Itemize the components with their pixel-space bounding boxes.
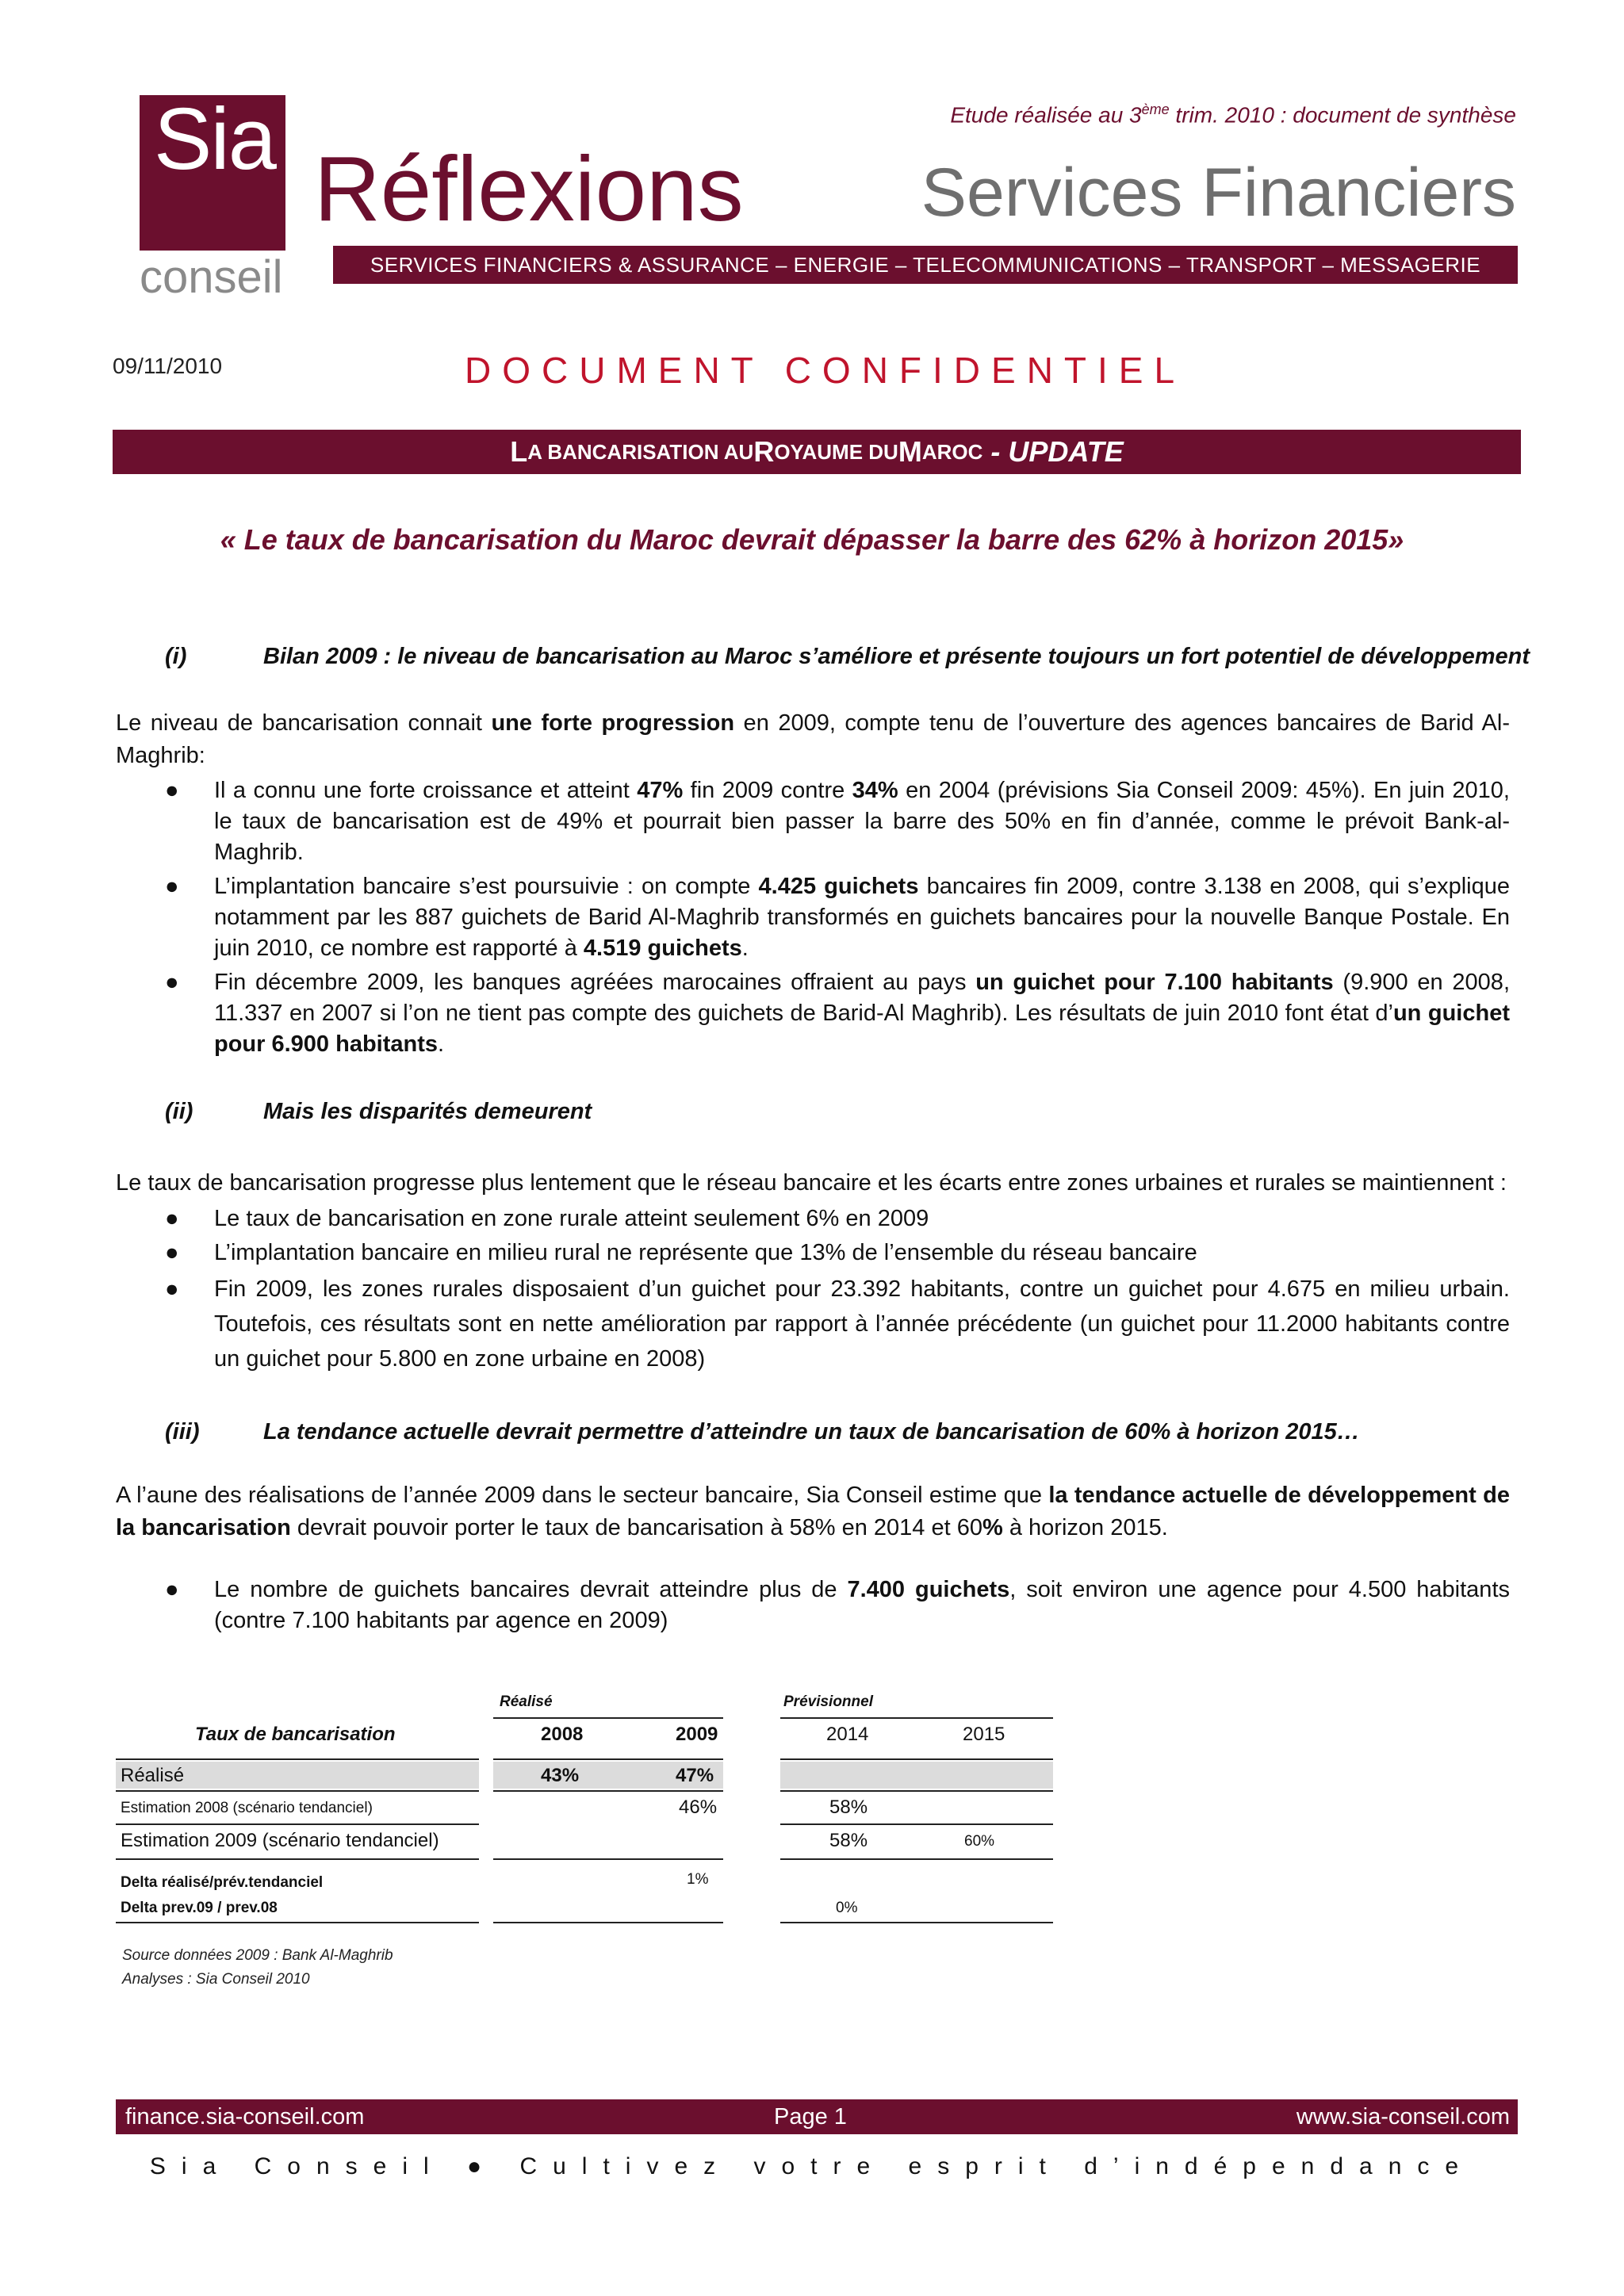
sia-conseil-logo [140,90,289,303]
est2009-2015: 60% [964,1833,995,1850]
est2009-2014: 58% [829,1830,868,1851]
bullet-icon: ● [165,970,179,995]
study-note [950,101,1516,128]
est2008-row-label: Estimation 2008 (scénario tendanciel) [121,1800,373,1816]
services-financiers-title: Services Financiers [921,155,1516,231]
rule [493,1717,723,1719]
s2-b1: Le taux de bancarisation en zone rurale atteint seulement 6% en 2009 [214,1206,929,1231]
list-item [116,1238,1510,1269]
rule [780,1758,1053,1760]
section-2-intro: Le taux de bancarisation progresse plus lentement que le réseau bancaire et les écarts entre zones urbaines et rurales se maintiennent : [116,1170,1507,1196]
rule [493,1790,723,1792]
s1-b3-c: (9.900 en 2008, 11.337 en 2007 si l’on ne tient pas compte des guichets de Barid-Al Maghrib). Les résultats de juin 2010 font état d’ [214,970,1510,1026]
study-note-suffix: trim. 2010 : document de synthèse [1169,102,1516,128]
list-item [116,1272,1510,1376]
s3-b1-c: , soit environ une agence pour 4.500 habitants (contre 7.100 habitants par agence en 2009) [214,1577,1510,1633]
logo-sia-text: Sia [154,90,275,188]
list-item [116,871,1510,964]
s1-b3-d: un guichet pour 6.900 habitants [214,1001,1510,1057]
section-3-heading [165,1419,1513,1451]
sectors-banner: SERVICES FINANCIERS & ASSURANCE – ENERGIE – TELECOMMUNICATIONS – TRANSPORT – MESSAGERIE [333,246,1518,284]
s1-b3-e: . [438,1031,445,1057]
section-1-intro [116,707,1510,772]
title-cap-3: M [898,435,922,468]
row-header-label: Taux de bancarisation [195,1724,396,1745]
document-date: 09/11/2010 [113,354,223,378]
s1-b2-a: L’implantation bancaire s’est poursuivie : on compte [214,874,759,899]
title-part-1: A BANCARISATION AU [527,439,754,464]
list-item [116,967,1510,1060]
list-item [116,1575,1510,1636]
document-title-bar [113,430,1521,474]
study-note-sup: ème [1141,101,1170,117]
bullet-icon: ● [165,1206,179,1231]
tagline: Sia Conseil ● Cultivez votre esprit d’indépendance [149,2153,1475,2179]
s3-b1-b: 7.400 guichets [847,1577,1010,1602]
rule [116,1922,479,1923]
s1-b1-e: en 2004 (prévisions Sia Conseil 2009: 45%). En juin 2010, le taux de bancarisation est de 49% et pourrait bien passer la barre des 50% en fin d’année, comme le prévoit Bank-al-Maghrib. [214,778,1510,865]
logo-conseil-text: conseil [140,251,283,303]
bullet-icon: ● [165,778,179,803]
delta2-row-label: Delta prev.09 / prev.08 [121,1900,278,1916]
section-2-heading [165,1099,1513,1131]
s1-intro-a: Le niveau de bancarisation connait [116,710,492,736]
section-1-heading [165,644,1530,675]
row-shade [780,1762,1053,1789]
bancarisation-table [116,1689,1067,1927]
footer-finance-link[interactable]: finance.sia-conseil.com [125,2104,365,2130]
year-2009: 2009 [676,1724,718,1745]
bullet-icon: ● [165,874,179,899]
section-3-title: La tendance actuelle devrait permettre d’atteindre un taux de bancarisation de 60% à horizon 2015… [263,1419,1360,1445]
realise-2009: 47% [676,1765,714,1786]
rule [780,1823,1053,1825]
title-part-3: AROC [921,439,983,464]
s3-intro-b: la tendance actuelle de développement de la bancarisation [116,1483,1510,1540]
group-previsionnel-label: Prévisionnel [783,1693,873,1710]
est2008-2009: 46% [679,1797,718,1818]
analyses-line: Analyses : Sia Conseil 2010 [122,1971,310,1988]
year-2015: 2015 [963,1724,1005,1745]
list-item [116,1203,1510,1234]
s1-b1-c: fin 2009 contre [683,778,852,803]
section-3-bullets [116,1575,1510,1640]
title-cap-1: L [510,435,528,468]
s2-b3: Fin 2009, les zones rurales disposaient d’un guichet pour 23.392 habitants, contre un guichet pour 4.675 en milieu urbain. Toutefois, ces résultats sont en nette amélioration par rapport à l’année précédente (un guichet pour 11.2000 habitants contre un guichet pour 5.800 en zone urbaine en 2008) [214,1276,1510,1372]
realise-2008: 43% [541,1765,580,1786]
title-update-suffix: - UPDATE [982,435,1124,468]
s1-b3-a: Fin décembre 2009, les banques agréées marocaines offraient au pays [214,970,976,995]
realise-row-label: Réalisé [121,1765,185,1786]
section-2-number: (ii) [165,1099,193,1124]
footer-bar [116,2099,1518,2134]
footer-website-link[interactable]: www.sia-conseil.com [1296,2104,1510,2130]
sources-note [122,1944,393,1992]
rule [493,1858,723,1860]
rule [780,1858,1053,1860]
rule [780,1790,1053,1792]
s3-intro-d: % [982,1515,1003,1540]
est2008-2014: 58% [829,1797,868,1818]
rule [116,1758,479,1760]
rule [493,1922,723,1923]
page-number: Page 1 [774,2104,847,2130]
delta1-row-label: Delta réalisé/prév.tendanciel [121,1874,324,1891]
s3-intro-e: à horizon 2015. [1002,1515,1168,1540]
reflexions-title: Réflexions [314,137,744,240]
section-2-bullets [116,1203,1510,1380]
s3-intro-c: devrait pouvoir porter le taux de bancarisation à 58% en 2014 et 60 [290,1515,982,1540]
rule [780,1717,1053,1719]
rule [116,1790,479,1792]
section-3-intro [116,1479,1510,1544]
s1-b2-d: 4.519 guichets [583,936,742,961]
s1-b1-a: Il a connu une forte croissance et atteint [214,778,638,803]
delta1-value: 1% [687,1871,709,1888]
s1-b2-e: . [741,936,749,961]
study-note-prefix: Etude réalisée au 3 [950,102,1142,128]
list-item [116,775,1510,868]
title-cap-2: R [753,435,775,468]
year-2014: 2014 [826,1724,869,1745]
s1-b2-b: 4.425 guichets [758,874,919,899]
source-line: Source données 2009 : Bank Al-Maghrib [122,1947,393,1964]
s3-intro-a: A l’aune des réalisations de l’année 2009 dans le secteur bancaire, Sia Conseil estime que [116,1483,1049,1508]
headline-quote: « Le taux de bancarisation du Maroc devrait dépasser la barre des 62% à horizon 2015» [220,523,1404,556]
group-realise-label: Réalisé [500,1693,553,1710]
s1-intro-b: une forte progression [491,710,735,736]
rule [780,1922,1053,1923]
rule [116,1823,479,1825]
s1-b2-c: bancaires fin 2009, contre 3.138 en 2008, qui s’explique notamment par les 887 guichets de Barid Al-Maghrib transformés en guichets bancaires pour la nouvelle Banque Postale. En juin 2010, ce nombre est rapporté à [214,874,1511,961]
section-1-number: (i) [165,644,187,669]
section-2-title: Mais les disparités demeurent [263,1099,592,1124]
est2009-row-label: Estimation 2009 (scénario tendanciel) [121,1830,439,1851]
bullet-icon: ● [165,1276,179,1302]
section-1-title: Bilan 2009 : le niveau de bancarisation au Maroc s’améliore et présente toujours un fort potentiel de développement [263,644,1530,669]
bullet-icon: ● [165,1577,179,1602]
s1-b1-d: 34% [852,778,898,803]
rule [493,1758,723,1760]
confidential-label: DOCUMENT CONFIDENTIEL [465,350,1186,391]
section-1-bullets [116,775,1510,1063]
s3-b1-a: Le nombre de guichets bancaires devrait atteindre plus de [214,1577,848,1602]
bullet-icon: ● [165,1240,179,1265]
s1-b3-b: un guichet pour 7.100 habitants [975,970,1334,995]
s1-b1-b: 47% [637,778,684,803]
rule [116,1858,479,1860]
s2-b2: L’implantation bancaire en milieu rural ne représente que 13% de l’ensemble du réseau bancaire [214,1240,1197,1265]
delta2-value: 0% [836,1900,858,1916]
section-3-number: (iii) [165,1419,200,1445]
s1-intro-c: en 2009, compte tenu de l’ouverture des agences bancaires de Barid Al-Maghrib: [116,710,1510,768]
year-2008: 2008 [541,1724,584,1745]
title-part-2: OYAUME DU [774,439,898,464]
